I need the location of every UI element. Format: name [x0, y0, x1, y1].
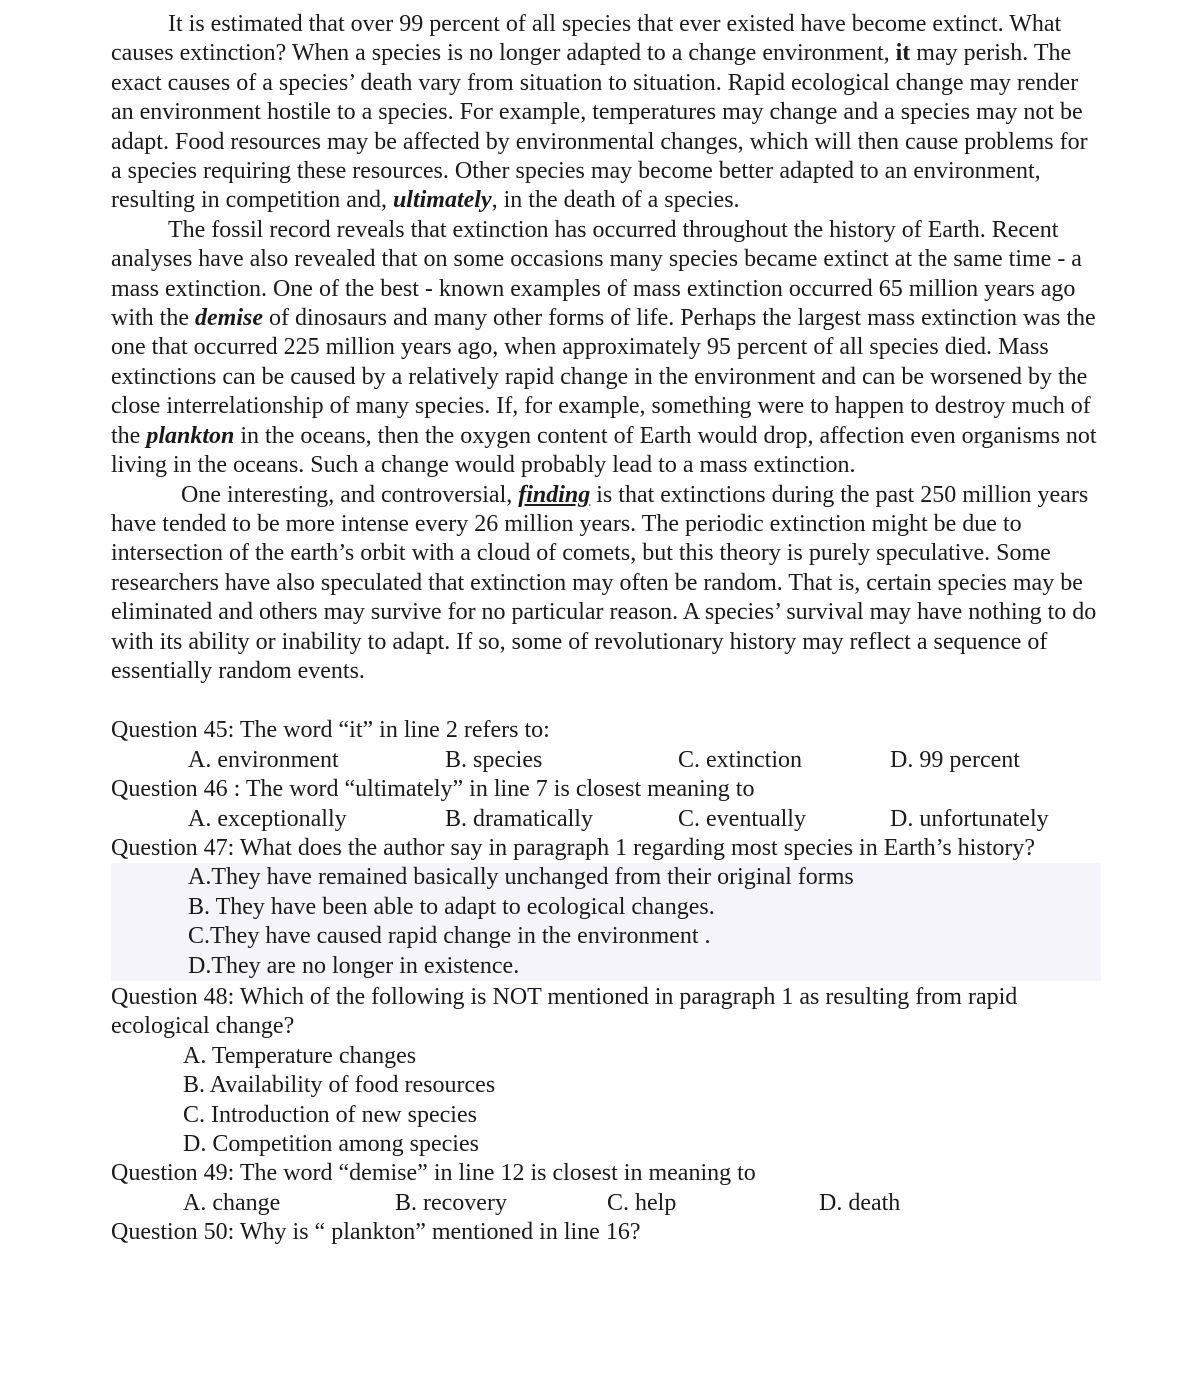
- question-47: [111, 834, 1101, 981]
- option-a[interactable]: A. environment: [188, 746, 339, 773]
- option-d[interactable]: D. unfortunately: [890, 805, 1049, 832]
- paragraph-2-text-part: of dinosaurs and many other forms of life. Perhaps the largest mass extinction was the one that occurred 225 million years ago, when approximately 95 percent of all species died. Mass extinctions can be caused by a relatively rapid change in the environment and can be worsened by the close interrelationship of many species. If, for example, something were to happen to destroy much of the: [111, 305, 1096, 449]
- option-d[interactable]: D.They are no longer in existence.: [188, 952, 520, 979]
- paragraph-2: [111, 216, 1101, 481]
- paragraph-1-text-part: It is estimated that over 99 percent of all species that ever existed have become extinct. What causes extinction? When a species is no longer adapted to a change environment,: [111, 11, 1062, 67]
- keyword-demise: demise: [195, 305, 263, 332]
- question-48-stem: Question 48: Which of the following is NOT mentioned in paragraph 1 as resulting from rapid ecological change?: [111, 984, 1018, 1040]
- option-d[interactable]: D. Competition among species: [183, 1131, 479, 1158]
- option-c[interactable]: C. Introduction of new species: [183, 1101, 477, 1128]
- question-45-stem: Question 45: The word “it” in line 2 refers to:: [111, 717, 550, 744]
- option-c[interactable]: C. help: [607, 1189, 677, 1216]
- question-46-options: [111, 805, 1101, 834]
- option-b[interactable]: B. They have been able to adapt to ecological changes.: [188, 893, 715, 920]
- paragraph-3-text-part: is that extinctions during the past 250 million years have tended to be more intense every 26 million years. The periodic extinction might be due to intersection of the earth’s orbit with a cloud of comets, but this theory is purely speculative. Some researchers have also speculated that extinction may often be random. That is, certain species may be eliminated and others may survive for no particular reason. A species’ survival may have nothing to do with its ability or inability to adapt. If so, some of revolutionary history may reflect a sequence of essentially random events.: [111, 481, 1097, 684]
- option-a[interactable]: A. change: [183, 1189, 281, 1216]
- question-49-stem: Question 49: The word “demise” in line 12 is closest in meaning to: [111, 1160, 756, 1187]
- option-c[interactable]: C.They have caused rapid change in the environment .: [188, 923, 711, 950]
- keyword-it: it: [895, 40, 911, 67]
- paragraph-1-text-part: , in the death of a species.: [491, 187, 740, 214]
- question-50: [111, 1218, 1101, 1247]
- keyword-finding: finding: [518, 481, 591, 508]
- question-49-options: [111, 1189, 1101, 1218]
- option-d[interactable]: D. 99 percent: [890, 746, 1020, 773]
- paragraph-2-text-part: in the oceans, then the oxygen content of Earth would drop, affection even organisms not living in the oceans. Such a change would probably lead to a mass extinction.: [111, 422, 1097, 479]
- paragraph-3-text-part: One interesting, and controversial,: [181, 481, 519, 508]
- option-b[interactable]: B. species: [445, 746, 543, 773]
- question-48: [111, 983, 1101, 1159]
- question-46: [111, 775, 1101, 834]
- option-b[interactable]: B. recovery: [395, 1189, 507, 1216]
- option-c[interactable]: C. eventually: [678, 805, 806, 832]
- question-48-options: [111, 1042, 1101, 1160]
- question-49: [111, 1159, 1101, 1218]
- option-a[interactable]: A.They have remained basically unchanged from their original forms: [188, 864, 854, 891]
- option-a[interactable]: A. exceptionally: [188, 805, 347, 832]
- question-45: [111, 716, 1101, 775]
- document-page: [111, 10, 1101, 1248]
- option-b[interactable]: B. dramatically: [445, 805, 593, 832]
- paragraph-3: [111, 481, 1101, 687]
- option-d[interactable]: D. death: [819, 1189, 901, 1216]
- option-b[interactable]: B. Availability of food resources: [183, 1072, 496, 1099]
- keyword-plankton: plankton: [146, 422, 235, 449]
- question-list: [111, 716, 1101, 1247]
- paragraph-1-text-part: may perish. The exact causes of a species’ death vary from situation to situation. Rapid ecological change may render an environment hostile to a species. For example, temperatures may change and a species may not be adapt. Food resources may be affected by environmental changes, which will then cause problems for a species requiring these resources. Other species may become better adapted to an environment, resulting in competition and,: [111, 40, 1088, 214]
- question-46-stem: Question 46 : The word “ultimately” in line 7 is closest meaning to: [111, 776, 755, 803]
- question-47-options: [111, 863, 1101, 981]
- paragraph-2-text-part: The fossil record reveals that extinction has occurred throughout the history of Earth. Recent analyses have also revealed that on some occasions many species became extinct at the same time - a mass extinction. One of the best - known examples of mass extinction occurred 65 million years ago with the: [111, 216, 1082, 332]
- reading-passage: [111, 10, 1101, 686]
- option-a[interactable]: A. Temperature changes: [183, 1042, 417, 1069]
- paragraph-1: [111, 10, 1101, 216]
- question-45-options: [111, 746, 1101, 775]
- question-47-stem: Question 47: What does the author say in paragraph 1 regarding most species in Earth’s history?: [111, 834, 1035, 861]
- option-c[interactable]: C. extinction: [678, 746, 802, 773]
- keyword-ultimately: ultimately: [392, 187, 492, 214]
- question-50-stem: Question 50: Why is “ plankton” mentioned in line 16?: [111, 1219, 641, 1246]
